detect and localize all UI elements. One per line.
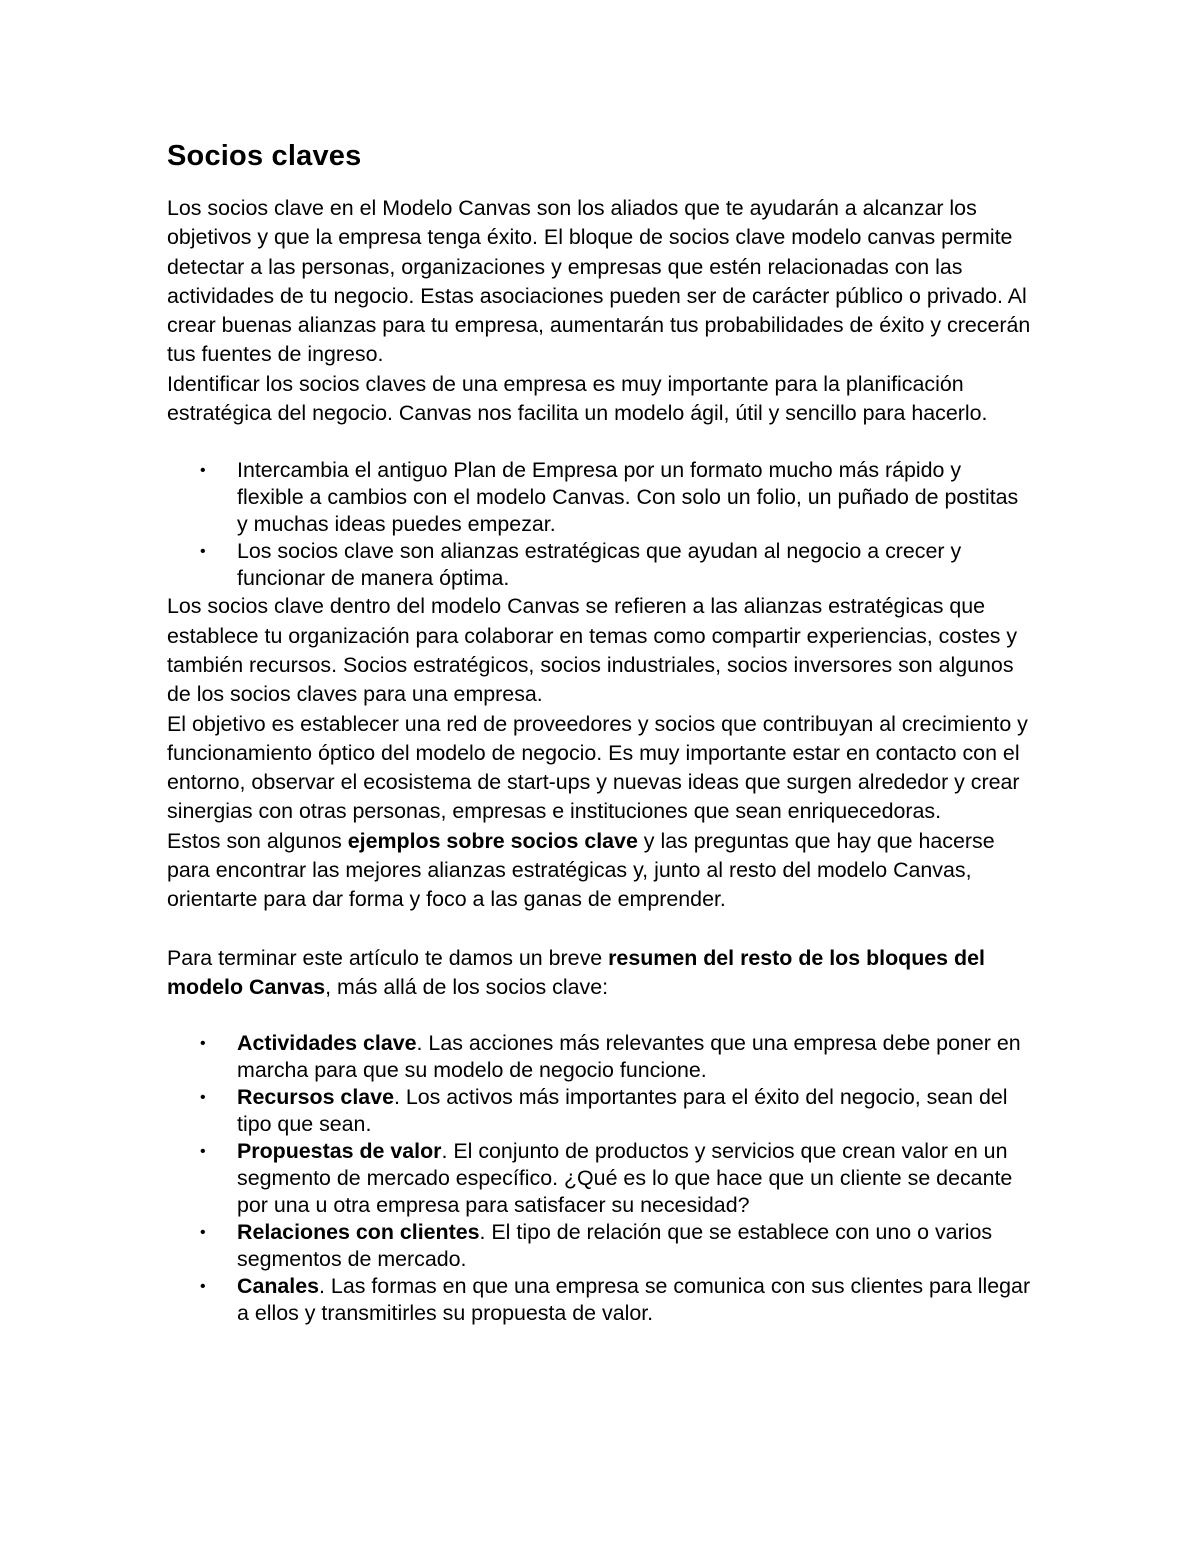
paragraph-examples-text: Estos son algunos — [167, 828, 348, 853]
paragraph-examples — [167, 827, 1032, 915]
canvas-blocks-list — [167, 1030, 1032, 1327]
list-item-text: . Las formas en que una empresa se comunica con sus clientes para llegar a ellos y transmitirles su propuesta de valor. — [237, 1274, 1031, 1326]
benefits-list — [167, 457, 1032, 592]
list-item-term: Propuestas de valor — [237, 1139, 442, 1164]
bullet-icon: • — [200, 1143, 206, 1161]
list-item-term: Canales — [237, 1274, 320, 1299]
list-item — [167, 1138, 1032, 1219]
bullet-icon: • — [200, 1035, 206, 1053]
bullet-icon: • — [200, 1089, 206, 1107]
list-item-text: . El conjunto de productos y servicios que crean valor en un segmento de mercado específico. ¿Qué es lo que hace que un cliente se decante por una u otra empresa para satisfacer su necesidad? — [237, 1139, 1013, 1218]
list-item-term: Recursos clave — [237, 1085, 394, 1110]
list-item-text: Los socios clave son alianzas estratégicas que ayudan al negocio a crecer y funcionar de manera óptima. — [237, 539, 962, 591]
bullet-icon: • — [200, 1278, 206, 1296]
bullet-icon: • — [200, 462, 206, 480]
list-item — [167, 1219, 1032, 1273]
paragraph-summary — [167, 944, 1032, 1003]
list-item — [167, 538, 1032, 592]
list-item-term: Actividades clave — [237, 1031, 417, 1056]
paragraph-objective: El objetivo es establecer una red de proveedores y socios que contribuyan al crecimiento y funcionamiento óptico del modelo de negocio. Es muy importante estar en contacto con el entorno, observar el ecosistema de start-ups y nuevas ideas que surgen alrededor y crear sinergias con otras personas, empresas e instituciones que sean enriquecedoras. — [167, 711, 1028, 824]
paragraph-examples-rest: y las preguntas que hay que hacerse para encontrar las mejores alianzas estratégicas y, junto al resto del modelo Canvas, orientarte para dar forma y foco a las ganas de emprender. — [167, 828, 995, 912]
list-item — [167, 1030, 1032, 1084]
list-item — [167, 1273, 1032, 1327]
list-item-text: . Las acciones más relevantes que una empresa debe poner en marcha para que su modelo de negocio funcione. — [237, 1031, 1021, 1083]
list-item-text: Intercambia el antiguo Plan de Empresa por un formato mucho más rápido y flexible a cambios con el modelo Canvas. Con solo un folio, un puñado de postitas y muchas ideas puedes empezar. — [237, 458, 1019, 537]
paragraph-examples-bold: ejemplos sobre socios clave — [347, 828, 638, 853]
paragraph-intro: Los socios clave en el Modelo Canvas son los aliados que te ayudarán a alcanzar los objetivos y que la empresa tenga éxito. El bloque de socios clave modelo canvas permite detectar a las personas, organizaciones y empresas que estén relacionadas con las actividades de tu negocio. Estas asociaciones pueden ser de carácter público o privado. Al crear buenas alianzas para tu empresa, aumentarán tus probabilidades de éxito y crecerán tus fuentes de ingreso. — [167, 196, 1031, 367]
bullet-icon: • — [200, 1224, 206, 1242]
list-item — [167, 457, 1032, 538]
paragraph-identify: Identificar los socios claves de una empresa es muy importante para la planificación estratégica del negocio. Canvas nos facilita un modelo ágil, útil y sencillo para hacerlo. — [167, 371, 988, 426]
bullet-icon: • — [200, 543, 206, 561]
paragraph-summary-text: Para terminar este artículo te damos un breve — [167, 945, 609, 970]
list-item-term: Relaciones con clientes — [237, 1220, 480, 1245]
paragraph-summary-bold: resumen del resto de los bloques del modelo Canvas — [167, 945, 985, 999]
paragraph-definition: Los socios clave dentro del modelo Canvas se refieren a las alianzas estratégicas que establece tu organización para colaborar en temas como compartir experiencias, costes y también recursos. Socios estratégicos, socios industriales, socios inversores son algunos de los socios claves para una empresa. — [167, 594, 1018, 707]
document-title: Socios claves — [167, 140, 362, 172]
list-item-text: . Los activos más importantes para el éxito del negocio, sean del tipo que sean. — [237, 1085, 1008, 1137]
paragraph-summary-rest: , más allá de los socios clave: — [325, 974, 609, 999]
list-item — [167, 1084, 1032, 1138]
list-item-text: . El tipo de relación que se establece con uno o varios segmentos de mercado. — [237, 1220, 993, 1272]
